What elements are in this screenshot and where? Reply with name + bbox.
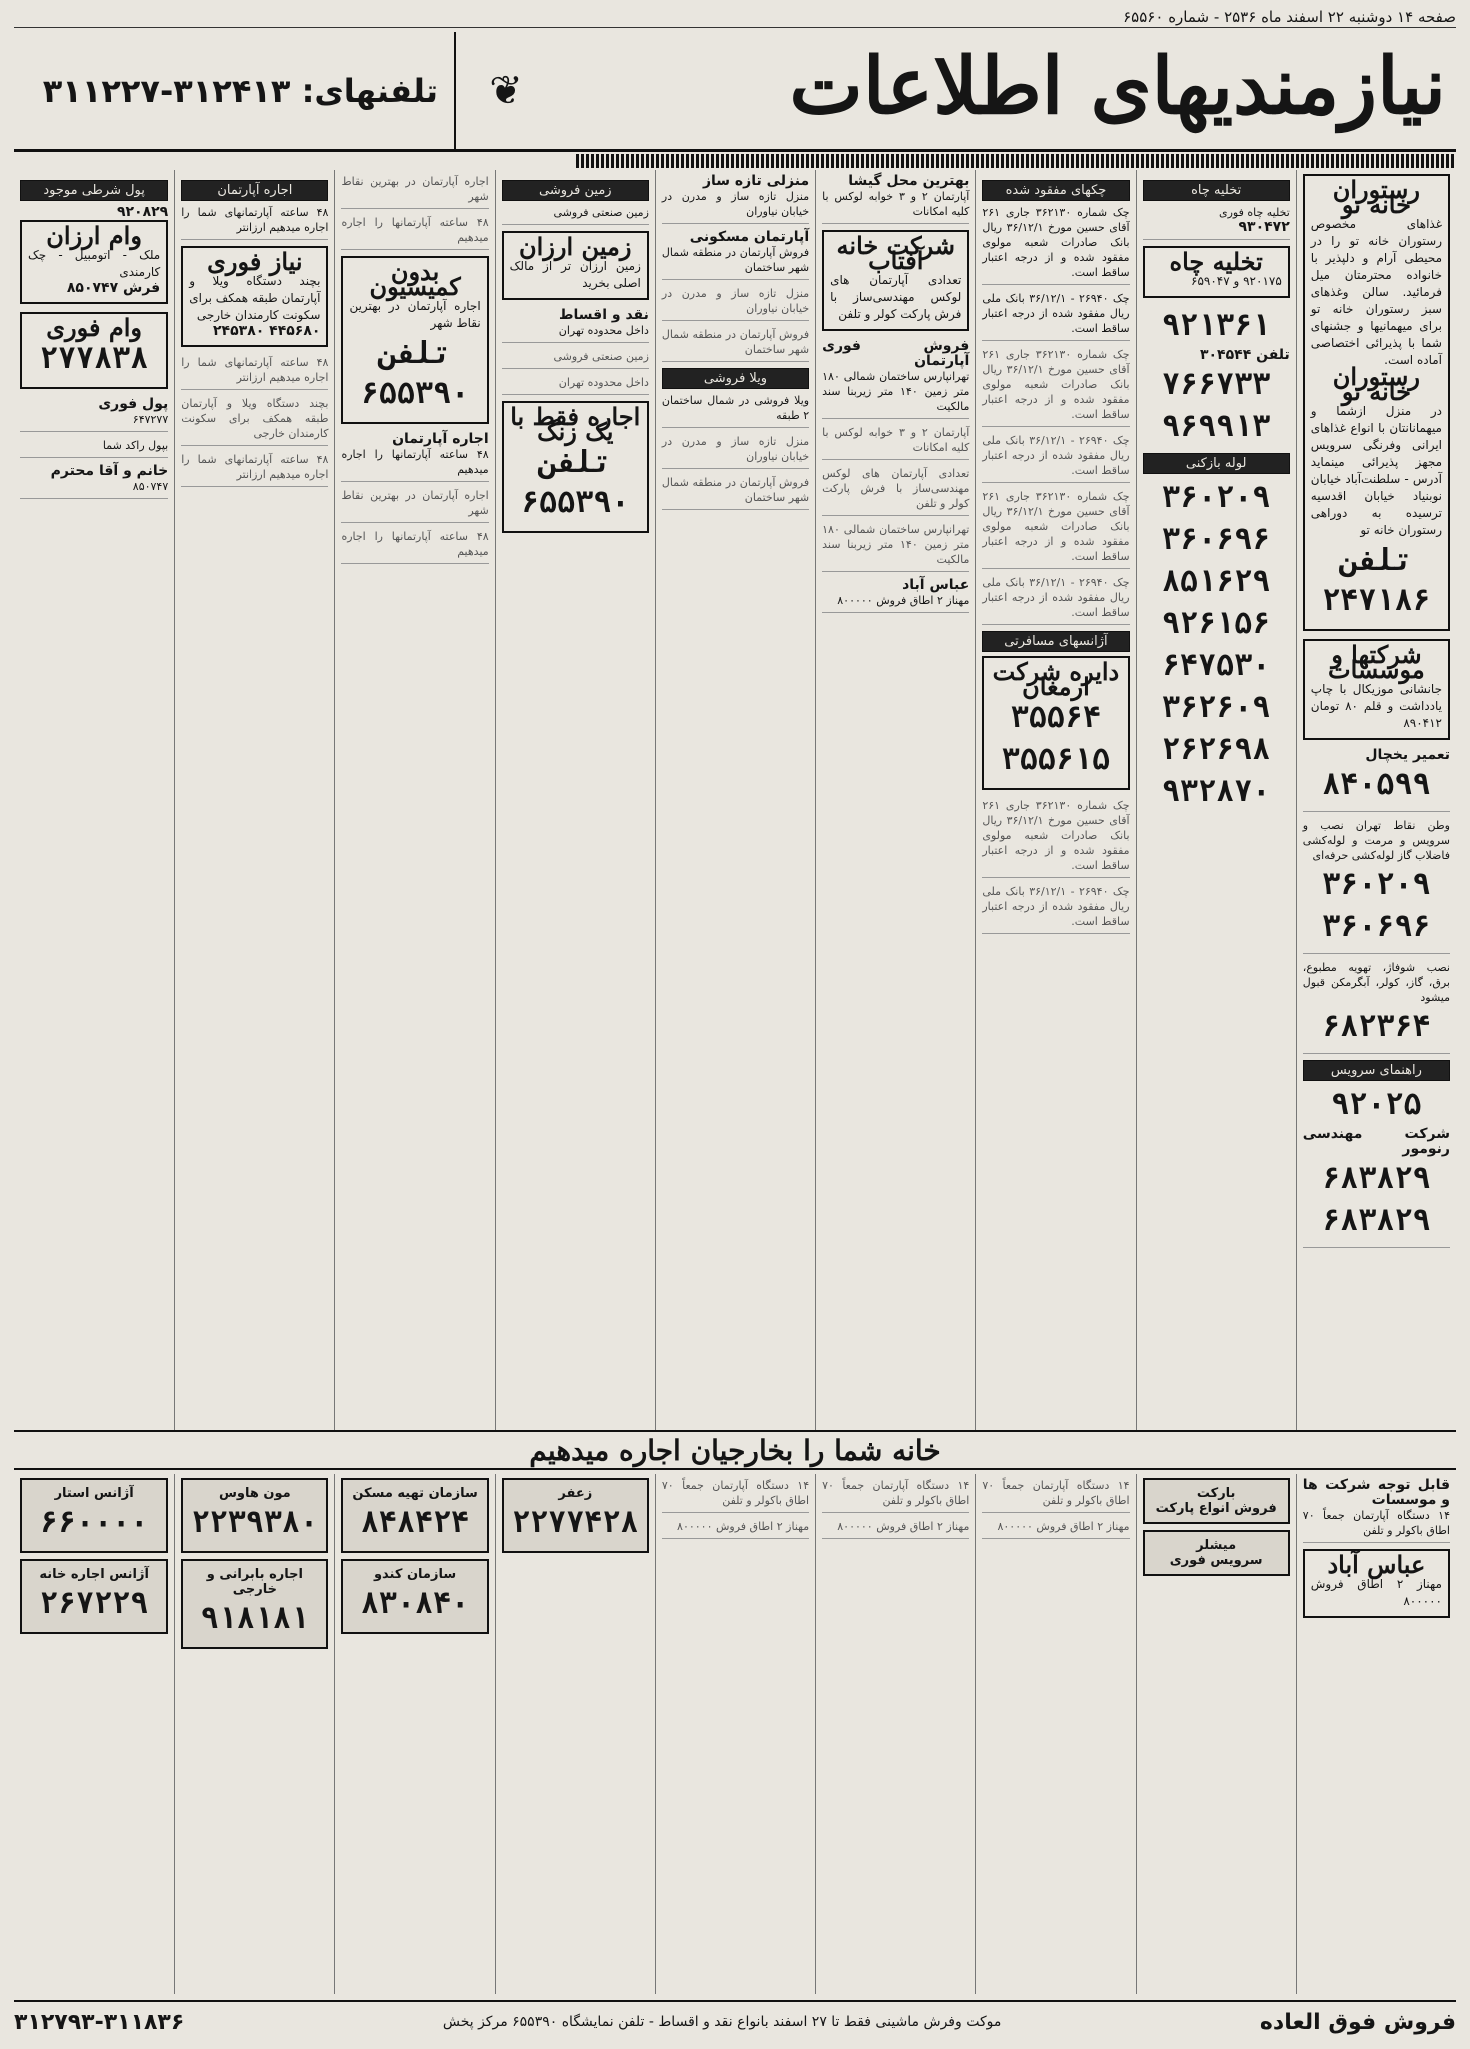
- apt-rent-ad: [341, 432, 488, 482]
- bottom-ad-3-title: مون هاوس: [218, 1486, 291, 1501]
- new-house-ad: [662, 174, 809, 224]
- bottom-ad-9-text: مهناز ۲ اطاق فروش ۸۰۰۰۰۰: [1310, 1577, 1442, 1608]
- filler-ad-8c: ۴۸ ساعته آپارتمانهای شما را اجاره میدهیم ارزانتر: [181, 452, 328, 487]
- aftab-box: [822, 230, 969, 331]
- bottom-ad-3: [181, 1478, 328, 1553]
- bottom-filler-4b: مهناز ۲ اطاق فروش ۸۰۰۰۰۰: [822, 1519, 969, 1539]
- bottom-ad-4-tel: ۸۳۰۸۴۰: [360, 1586, 470, 1621]
- cheque-ad-7: چک شماره ۳۶۲۱۳۰ جاری ۲۶۱ آقای حسین مورخ ۳۶/۱۲/۱ ریال بانک صادرات شعبه مولوی مفقود شده و از درجه اعتبار ساقط است.: [982, 798, 1129, 878]
- quick-money-ad: [20, 397, 168, 432]
- agency-box: [982, 656, 1129, 790]
- bottom-ad-4-title: سازمان کندو: [373, 1567, 457, 1582]
- respect-tel: ۸۵۰۷۴۷: [132, 480, 169, 493]
- residential-text: فروش آپارتمان در منطقه شمال شهر ساختمان: [661, 246, 810, 274]
- urgent-title: نیاز فوری: [207, 247, 303, 276]
- apt-sale-text: تهرانپارس ساختمان شمالی ۱۸۰ متر زمین ۱۴۰ متر زیربنا سند مالکیت: [822, 370, 970, 413]
- cheap-loan-tel: فرش ۸۵۰۷۴۷: [66, 280, 161, 296]
- bottom-ad-6-title: اجاره بابرانی و خارجی: [206, 1567, 303, 1597]
- well-tel-2: ۹۲۰۱۷۵ و ۶۵۹۰۴۷: [1191, 274, 1282, 288]
- abbasabad-title: عباس آباد: [902, 577, 970, 593]
- bottom-ad-5-tel: ۲۶۷۲۲۹: [39, 1586, 149, 1621]
- masthead-phones: تلفنهای: ۳۱۲۴۱۳-۳۱۱۲۲۷: [14, 32, 456, 149]
- merger-ad: [1303, 639, 1450, 740]
- abbasabad-ad: [822, 578, 969, 613]
- bottom-ad-9-title: عباس آباد: [1327, 1550, 1426, 1579]
- urgent-text: بچند دستگاه ویلا و آپارتمان طبقه همکف برای سکونت کارمندان خارجی: [189, 274, 321, 322]
- residential-ad: [662, 230, 809, 280]
- villa-ad: ویلا فروشی در شمال ساختمان ۲ طبقه: [662, 393, 809, 428]
- bottom-ad-7-tel: ۲۲۷۷۴۲۸: [512, 1505, 639, 1540]
- cheque-ad-4: چک ۲۶۹۴۰ - ۳۶/۱۲/۱ بانک ملی ریال مفقود شده از درجه اعتبار ساقط است.: [982, 433, 1129, 483]
- restaurant-text-2: در منزل ازشما و میهمانانتان با انواع غذاهای ایرانی وفرنگی سرویس مجهز پذیرائی مینماید آدرس - سلطنت‌آباد خیابان نوبنیاد خیابان اقدسیه ترسیده به دوراهی رستوران خانه تو: [1310, 404, 1442, 537]
- column-3: [975, 170, 1135, 1430]
- masthead-title: نیازمندیهای اطلاعات: [789, 41, 1446, 132]
- installment-text: داخل محدوده تهران: [558, 324, 649, 337]
- bottom-ad-5: [20, 1559, 168, 1634]
- hvac-text: نصب شوفاژ، تهویه مطبوع، برق، گاز، کولر، آبگرمکن قبول میشود: [1302, 961, 1450, 1004]
- urgent-tel: ۴۴۵۶۸۰ ۲۴۵۳۸۰: [213, 323, 321, 339]
- bottom-ad-8-text: ۱۴ دستگاه آپارتمان جمعاً ۷۰ اطاق باکولر و تلفن: [1302, 1509, 1450, 1537]
- respect-title: خانم و آقا محترم: [50, 463, 169, 479]
- filler-ad-7b: ۴۸ ساعته آپارتمانها را اجاره میدهیم: [341, 215, 488, 250]
- restaurant-title-2: رستوران خانه تو: [1332, 362, 1420, 406]
- bottom-ad-7-title: زعفر: [558, 1486, 593, 1501]
- rent-call-tel: تلفن ۶۵۵۳۹۰: [521, 445, 630, 520]
- page-header-line: [14, 6, 1456, 28]
- apt-sale-title: فروش فوری آپارتمان: [822, 338, 970, 369]
- cheque-ad-1: چک شماره ۳۶۲۱۳۰ جاری ۲۶۱ آقای حسین مورخ ۳۶/۱۲/۱ ریال بانک صادرات شعبه مولوی مفقود شده و از درجه اعتبار ساقط است.: [982, 205, 1129, 285]
- filler-ad-4c: تهرانپارس ساختمان شمالی ۱۸۰ متر زمین ۱۴۰ متر زیربنا سند مالکیت: [822, 522, 969, 572]
- tel-l: ۳۶۲۶۰۹: [1161, 690, 1271, 725]
- agency-title: دایره شرکت ارمغان: [992, 657, 1120, 701]
- apt-sale-ad: [822, 339, 969, 419]
- pipe-heading: لوله بازکنی: [1143, 453, 1290, 474]
- rent-call-box: [502, 401, 649, 533]
- bottom-col-5: [655, 1474, 815, 1994]
- apt-rent-text: ۴۸ ساعته آپارتمانها را اجاره میدهیم: [341, 448, 489, 476]
- cheque-ad-2: چک ۲۶۹۴۰ - ۳۶/۱۲/۱ بانک ملی ریال مفقود شده از درجه اعتبار ساقط است.: [982, 291, 1129, 341]
- bottom-ad-8-title: قابل توجه شرکت ها و موسسات: [1302, 1477, 1450, 1508]
- cheap-loan-text: ملک - اتومبیل - چک کارمندی: [28, 248, 161, 279]
- no-commission-tel: تلفن ۶۵۵۳۹۰: [360, 336, 470, 411]
- cheap-land-title: زمین ارزان: [519, 232, 632, 261]
- well-tel-4: ۹۶۹۹۱۳: [1161, 409, 1271, 444]
- filler-ad-7c: اجاره آپارتمان در بهترین نقاط شهر: [341, 488, 488, 523]
- bottom-ad-1-tel: ۸۴۸۴۲۴: [360, 1505, 470, 1540]
- cheap-land-box: [502, 231, 649, 300]
- services-heading: راهنمای سرویس: [1303, 1060, 1450, 1081]
- plumbing-tel-a: ۳۶۰۲۰۹: [1322, 867, 1431, 902]
- gisha-text: آپارتمان ۲ و ۳ خوابه لوکس با کلیه امکانات: [822, 190, 970, 218]
- plumbing-text: وطن نقاط تهران نصب و سرویس و مرمت و لوله‌کشی فاضلاب گاز لوله‌کشی حرفه‌ای: [1302, 819, 1450, 862]
- bottom-filler-3b: مهناز ۲ اطاق فروش ۸۰۰۰۰۰: [982, 1519, 1129, 1539]
- agency-heading: آژانسهای مسافرتی: [982, 631, 1129, 652]
- bottom-ad-3-tel: ۲۲۳۹۳۸۰: [191, 1505, 319, 1540]
- well-ad-1: [1143, 205, 1290, 240]
- bottom-col-9: [14, 1474, 174, 1994]
- idle-money-ad: بپول راکد شما: [20, 438, 168, 458]
- land-heading: زمین فروشی: [502, 180, 649, 201]
- footer-phones: ۳۱۲۷۹۳-۳۱۱۸۳۶: [14, 2009, 185, 2035]
- tel-i: ۸۵۱۶۲۹: [1161, 564, 1271, 599]
- land-ad: زمین صنعتی فروشی: [502, 205, 649, 225]
- aftab-text: تعدادی آپارتمان های لوکس مهندسی‌ساز با فرش پارکت کولر و تلفن: [830, 273, 962, 321]
- gisha-title: بهترین محل گیشا: [848, 173, 970, 189]
- tel-g: ۳۶۰۲۰۹: [1161, 480, 1271, 515]
- bottom-ad-6: [181, 1559, 328, 1649]
- loan-tel: ۹۲۰۸۲۹: [116, 204, 169, 220]
- column-2: [1136, 170, 1296, 1430]
- respect-ad: [20, 464, 168, 499]
- footer-ad: [14, 2000, 1456, 2042]
- urgent-loan-title: وام فوری: [46, 313, 142, 342]
- well-box: [1143, 246, 1290, 298]
- restaurant-title: رستوران خانه تو: [1332, 175, 1420, 219]
- agency-tel: ۳۵۵۶۴: [1010, 700, 1102, 735]
- aftab-title: شرکت خانه آفتاب: [836, 231, 955, 275]
- merger-text: جانشانی موزیکال با چاپ یادداشت و قلم ۸۰ تومان ۸۹۰۴۱۲: [1310, 682, 1442, 730]
- classifieds-grid: [14, 170, 1456, 1430]
- tel-h: ۳۶۰۶۹۶: [1161, 522, 1271, 557]
- masthead-subrule: [576, 154, 1456, 168]
- pipe-tel: ۷۶۶۷۳۳: [1161, 367, 1271, 402]
- bottom-col-1: [1296, 1474, 1456, 1994]
- bottom-ad-11: [1143, 1530, 1290, 1576]
- bottom-ads-grid: [14, 1474, 1456, 1994]
- well-heading: تخلیه چاه: [1143, 180, 1290, 201]
- column-7: [334, 170, 494, 1430]
- cheque-heading: چکهای مفقود شده: [982, 180, 1129, 201]
- well-tel: ۹۳۰۴۷۲: [1238, 219, 1290, 235]
- cheque-ad-6: چک ۲۶۹۴۰ - ۳۶/۱۲/۱ بانک ملی ریال مفقود شده از درجه اعتبار ساقط است.: [982, 575, 1129, 625]
- cheque-ad-5: چک شماره ۳۶۲۱۳۰ جاری ۲۶۱ آقای حسین مورخ ۳۶/۱۲/۱ ریال بانک صادرات شعبه مولوی مفقود شده و از درجه اعتبار ساقط است.: [982, 489, 1129, 569]
- filler-ad-8a: ۴۸ ساعته آپارتمانهای شما را اجاره میدهیم ارزانتر: [181, 355, 328, 390]
- loan-heading: پول شرطی موجود: [20, 180, 168, 201]
- bottom-ad-5-title: آژانس اجاره خانه: [39, 1567, 149, 1582]
- filler-ad-7d: ۴۸ ساعته آپارتمانها را اجاره میدهیم: [341, 529, 488, 564]
- column-8: [174, 170, 334, 1430]
- bottom-ad-2: [20, 1478, 168, 1553]
- column-4: [815, 170, 975, 1430]
- cheque-ad-3: چک شماره ۳۶۲۱۳۰ جاری ۲۶۱ آقای حسین مورخ ۳۶/۱۲/۱ ریال بانک صادرات شعبه مولوی مفقود شده و از درجه اعتبار ساقط است.: [982, 347, 1129, 427]
- bottom-ad-2-tel: ۶۶۰۰۰۰: [39, 1505, 149, 1540]
- urgent-box: [181, 246, 328, 347]
- bottom-filler-5a: ۱۴ دستگاه آپارتمان جمعاً ۷۰ اطاق باکولر و تلفن: [662, 1478, 809, 1513]
- bottom-filler-5b: مهناز ۲ اطاق فروش ۸۰۰۰۰۰: [662, 1519, 809, 1539]
- quick-money-title: پول فوری: [98, 396, 169, 412]
- bottom-ad-1: [341, 1478, 488, 1553]
- bottom-col-7: [334, 1474, 494, 1994]
- bottom-ad-2-title: آژانس استار: [54, 1486, 134, 1501]
- bottom-ad-10-title: بارکت: [1196, 1486, 1236, 1501]
- filler-ad-6b: داخل محدوده تهران: [502, 375, 649, 395]
- column-1: [1296, 170, 1456, 1430]
- bottom-col-2: [1136, 1474, 1296, 1994]
- bottom-col-3: [975, 1474, 1135, 1994]
- filler-ad-5c: منزل تازه ساز و مدرن در خیابان نیاوران: [662, 434, 809, 469]
- engineering-title: شرکت مهندسی رنومور: [1302, 1126, 1450, 1157]
- fridge-tel: ۸۴۰۵۹۹: [1322, 767, 1431, 802]
- quick-money-tel: ۶۴۷۲۷۷: [132, 413, 169, 426]
- engineering-tel-2: ۶۸۳۸۲۹: [1322, 1203, 1431, 1238]
- engineering-tel-1: ۶۸۳۸۲۹: [1322, 1161, 1431, 1196]
- residential-title: آپارتمان مسکونی: [689, 229, 810, 245]
- hvac-ad: [1303, 960, 1450, 1054]
- well-tel-3: تلفن ۳۰۴۵۴۴: [1199, 347, 1290, 363]
- restaurant-text: غذاهای مخصوص رستوران خانه تو را در محیطی آرام و دلپذیر با خانواده محترمتان میل فرمائید. سالن وغذهای سبز رستوران خانه تو برای میهمانیها و جشنهای شما با پذیرائی اختصاصی آماده است.: [1310, 217, 1442, 367]
- no-commission-text: اجاره آپارتمان در بهترین نقاط شهر: [349, 299, 481, 330]
- installment-title: نقد و اقساط: [559, 307, 649, 323]
- bottom-ad-8: [1303, 1478, 1450, 1543]
- bottom-ad-11-text: سرویس فوری: [1169, 1553, 1263, 1568]
- masthead: [14, 32, 1456, 152]
- bottom-ad-10: [1143, 1478, 1290, 1524]
- filler-ad-6a: زمین صنعتی فروشی: [502, 349, 649, 369]
- plumbing-tel-b: ۳۶۰۶۹۶: [1322, 909, 1431, 944]
- foreigners-rent-banner: خانه شما را بخارجیان اجاره میدهیم: [14, 1430, 1456, 1470]
- bottom-filler-3a: ۱۴ دستگاه آپارتمان جمعاً ۷۰ اطاق باکولر و تلفن: [982, 1478, 1129, 1513]
- big-tel: ۹۲۱۳۶۱: [1161, 308, 1271, 343]
- tel-n: ۹۳۲۸۷۰: [1161, 774, 1271, 809]
- new-house-text: منزل تازه ساز و مدرن در خیابان نیاوران: [661, 190, 810, 218]
- tel-m: ۲۶۲۶۹۸: [1161, 732, 1271, 767]
- rent-heading: اجاره آپارتمان: [181, 180, 328, 201]
- cheap-land-text: زمین ارزان تر از مالک اصلی بخرید: [509, 259, 641, 290]
- services-tel: ۹۲۰۲۵: [1331, 1087, 1422, 1122]
- rent-call-title: اجاره فقط با یک زنگ: [510, 402, 641, 446]
- installment-ad: [502, 308, 649, 343]
- filler-ad-4a: آپارتمان ۲ و ۳ خوابه لوکس با کلیه امکانات: [822, 425, 969, 460]
- well-text: تخلیه چاه فوری: [1218, 206, 1290, 219]
- bottom-col-6: [495, 1474, 655, 1994]
- merger-title: شرکتها و موسسات: [1328, 640, 1425, 684]
- villa-heading: ویلا فروشی: [662, 368, 809, 389]
- fridge-title: تعمیر یخچال: [1365, 747, 1450, 763]
- no-commission-box: [341, 256, 488, 424]
- bottom-ad-7: [502, 1478, 649, 1553]
- masthead-emblem-icon: ❦: [489, 67, 523, 114]
- filler-ad-4b: تعدادی آپارتمان های لوکس مهندسی‌ساز با فرش پارکت کولر و تلفن: [822, 466, 969, 516]
- gisha-ad: [822, 174, 969, 224]
- tel-k: ۶۴۷۵۳۰: [1161, 648, 1271, 683]
- fridge-ad: [1303, 748, 1450, 812]
- bottom-ad-6-tel: ۹۱۸۱۸۱: [200, 1601, 310, 1636]
- column-9: [14, 170, 174, 1430]
- urgent-loan-box: [20, 312, 168, 389]
- urgent-loan-tel: ۲۷۷۸۳۸: [39, 341, 149, 376]
- bottom-col-4: [815, 1474, 975, 1994]
- issue-info: صفحه ۱۴ دوشنبه ۲۲ اسفند ماه ۲۵۳۶ - شماره ۶۵۵۶۰: [1123, 7, 1456, 26]
- cheap-loan-title: وام ارزان: [46, 221, 142, 250]
- bottom-ad-4: [341, 1559, 488, 1634]
- plumbing-ad: [1303, 818, 1450, 954]
- engineering-ad: [1303, 1127, 1450, 1248]
- tel-j: ۹۲۶۱۵۶: [1161, 606, 1271, 641]
- footer-right: فروش فوق العاده: [1259, 2009, 1456, 2035]
- bottom-col-8: [174, 1474, 334, 1994]
- filler-ad-5a: منزل تازه ساز و مدرن در خیابان نیاوران: [662, 286, 809, 321]
- bottom-ad-10-text: فروش انواع پارکت: [1155, 1501, 1277, 1516]
- column-5: [655, 170, 815, 1430]
- rent-ad: ۴۸ ساعته آپارتمانهای شما را اجاره میدهیم ارزانتر: [181, 205, 328, 240]
- filler-ad-7a: اجاره آپارتمان در بهترین نقاط شهر: [341, 174, 488, 209]
- cheque-ad-8: چک ۲۶۹۴۰ - ۳۶/۱۲/۱ بانک ملی ریال مفقود شده از درجه اعتبار ساقط است.: [982, 884, 1129, 934]
- column-6: [495, 170, 655, 1430]
- well-title: تخلیه چاه: [1169, 247, 1263, 276]
- footer-middle: موکت وفرش ماشینی فقط تا ۲۷ اسفند بانواع نقد و اقساط - تلفن نمایشگاه ۶۵۵۳۹۰ مرکز پخش: [442, 2014, 1002, 2030]
- filler-ad-5b: فروش آپارتمان در منطقه شمال شهر ساختمان: [662, 327, 809, 362]
- agency-tel-2: ۳۵۵۶۱۵: [1001, 742, 1111, 777]
- no-commission-title: بدون کمیسیون: [369, 257, 461, 301]
- bottom-ad-9: [1303, 1549, 1450, 1618]
- cheap-loan-box: [20, 220, 168, 304]
- bottom-ad-1-title: سازمان تهیه مسکن: [352, 1486, 478, 1501]
- new-house-title: منزلی تازه ساز: [702, 173, 810, 189]
- restaurant-ad: [1303, 174, 1450, 631]
- filler-ad-8b: بچند دستگاه ویلا و آپارتمان طبقه همکف برای سکونت کارمندان خارجی: [181, 396, 328, 446]
- filler-ad-5d: فروش آپارتمان در منطقه شمال شهر ساختمان: [662, 475, 809, 510]
- restaurant-tel: تلفن ۲۴۷۱۸۶: [1322, 543, 1431, 618]
- bottom-ad-11-title: میشلر: [1196, 1538, 1237, 1553]
- hvac-tel: ۶۸۲۳۶۴: [1322, 1009, 1431, 1044]
- bottom-filler-4a: ۱۴ دستگاه آپارتمان جمعاً ۷۰ اطاق باکولر و تلفن: [822, 1478, 969, 1513]
- apt-rent-title: اجاره آپارتمان: [392, 431, 489, 447]
- abbasabad-text: مهناز ۲ اطاق فروش ۸۰۰۰۰۰: [837, 594, 970, 607]
